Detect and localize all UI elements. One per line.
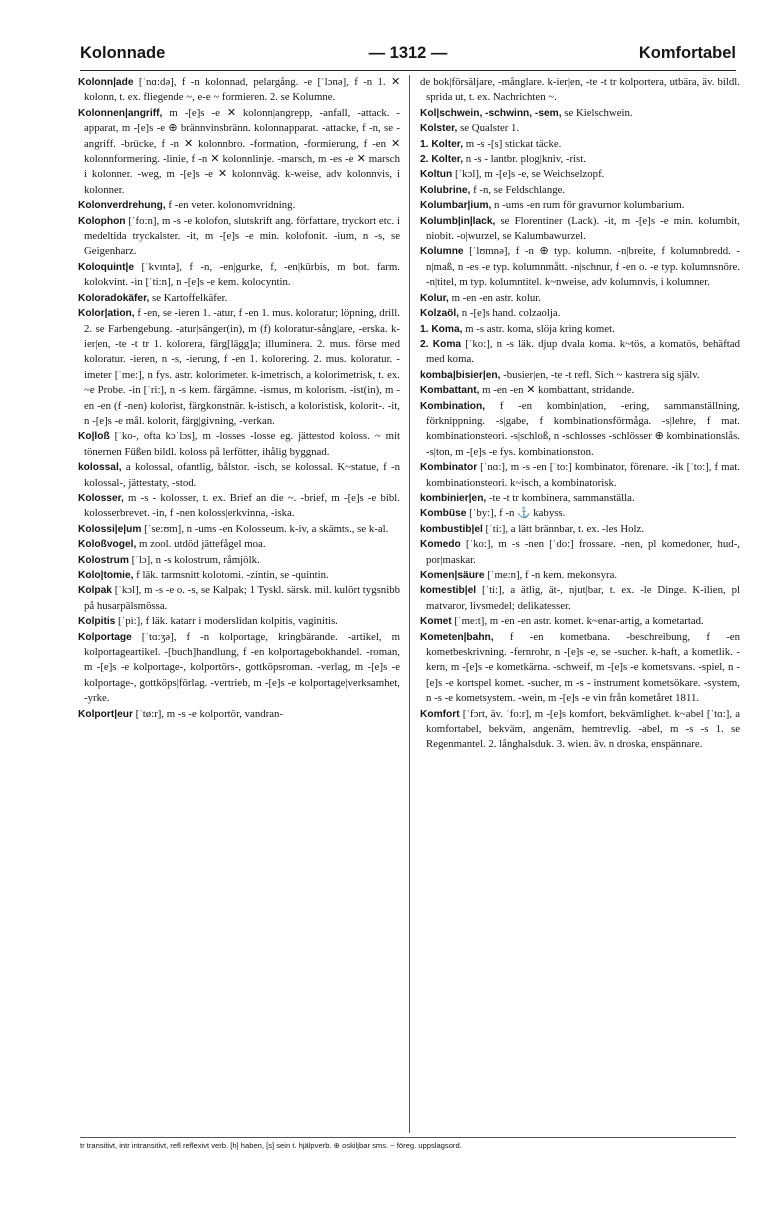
entry-definition: se Florentiner (Lack). -it, m -[e]s -e min. kolumbit, niobit. -o|wurzel, se Kalumbawurzel. [426, 214, 740, 243]
entry-headword: Kolonnen|angriff, [78, 107, 163, 119]
entry-headword: Kolportage [78, 631, 132, 643]
dictionary-entry [78, 568, 400, 583]
dictionary-entry [420, 506, 740, 521]
dictionary-entry [420, 460, 740, 491]
entry-definition: [ˈti:], a ätlig, ät-, njut|bar, t. ex. -le Dinge. K-ilien, pl matvaror, livsmedel; delikatesser. [426, 584, 740, 612]
dictionary-entry [420, 399, 740, 461]
entry-headword: kombustib|el [420, 523, 483, 535]
entry-headword: kolossal, [78, 462, 122, 474]
dictionary-entry [420, 630, 740, 707]
entry-definition: n -s - lantbr. plog|kniv, -rist. [463, 153, 586, 166]
dictionary-entry [420, 214, 740, 245]
dictionary-entry [420, 322, 740, 337]
entry-definition: [ˈkvɪntə], f -n, -en|gurke, f, -en|kürbis, m bot. farm. kolokvint. -in [ˈti:n], n -[e]s -e kem. kolocyntin. [84, 260, 400, 289]
dictionary-entry [420, 137, 740, 152]
dictionary-entry [420, 707, 740, 753]
dictionary-entry [78, 306, 400, 429]
entry-definition: [ˈkɔl], m -[e]s -e, se Weichselzopf. [452, 168, 605, 181]
entry-definition: n -ums -en rum för gravurnor kolumbarium. [491, 199, 685, 212]
entry-headword: Kolumb|in|lack, [420, 215, 496, 227]
entry-headword: Kolzaöl, [420, 308, 460, 320]
dictionary-entry [420, 368, 740, 383]
entry-definition: se Kartoffelkäfer. [149, 291, 228, 304]
entry-definition: [ˈby:], f -n ⚓ kabyss. [466, 507, 566, 520]
abbreviation-footnote: tr transitivt, intr intransitivt, refl reflexivt verb. [h] haben, [s] sein t. hjälpverb. ⊕ oskiljbar sms. ~ föreg. uppslagsord. [80, 1141, 462, 1150]
dictionary-entry [78, 537, 400, 552]
dictionary-entry [78, 106, 400, 198]
dictionary-entry [78, 214, 400, 260]
entry-headword: Kometen|bahn, [420, 631, 494, 643]
entry-headword: Komen|säure [420, 570, 485, 581]
entry-definition: f -en kometbana. -beschreibung, f -en kometbeskrivning. -fernrohr, n -[e]s -e, se -sucher. k-haft, a kometlik. -kern, m -[e]s -e kometkärna. -schweif, m -[e]s -e kometsvans. -spiel, n -[e]s -e kortspel komet. -sucher, m -s - instrument kometsökare. -system, n -s -e kometsystem. -wein, m -[e]s -e vin från kometåret 1811. [426, 630, 740, 705]
dictionary-entry [78, 260, 400, 291]
entry-definition: de bok|försäljare, -månglare. k-ier|en, -te -t tr kolportera, utbära, äv. bildl. sprida ut, t. ex. Nachrichten ~. [420, 76, 740, 104]
entry-headword: Komet [420, 616, 452, 628]
header-rule [80, 70, 736, 71]
entry-definition: -te -t tr kombinera, sammanställa. [486, 491, 635, 504]
entry-headword: Kolossi|e|um [78, 523, 142, 535]
entry-definition: m -en -en astr. kolur. [448, 291, 541, 304]
dictionary-entry [420, 522, 740, 537]
entry-headword: Kombinator [420, 462, 478, 474]
entry-definition: [ˈlʊmnə], f -n ⊕ typ. kolumn. -n|breite, f kolumnbredd. -n|maß, n -es -e typ. kolumnmått. -n|schnur, f -en o. -e typ. kolumnsnöre. -n|titel, m typ. kolumntitel. k~nweise, adv kolumnvis, i kolumner. [426, 245, 740, 289]
entry-definition: m -s - kolosser, t. ex. Brief an die ~. -brief, m -[e]s -e bibl. kolosserbrevet. -in, f -nen koloss|erkvinna, -iska. [84, 491, 400, 520]
dictionary-entry [78, 614, 400, 629]
entry-definition: [ˈpi:], f läk. katarr i moderslidan kolpitis, vaginitis. [115, 615, 338, 628]
entry-headword: Kolonn|ade [78, 77, 134, 88]
dictionary-entry [78, 630, 400, 707]
entry-headword: Ko|loß [78, 431, 110, 443]
entry-definition: [ˈme:n], f -n kem. mekonsyra. [484, 569, 618, 581]
right-column [420, 75, 740, 1133]
entry-definition: [ˈko:], n -s läk. djup dvala koma. k~tös, a komatös, behäftad med koma. [426, 337, 740, 366]
entry-headword: Komfort [420, 708, 460, 720]
entry-definition: [ˈse:ʊm], n -ums -en Kolosseum. k-iv, a skämts., se k-al. [141, 522, 389, 535]
dictionary-entry [420, 583, 740, 614]
dictionary-entry [78, 198, 400, 213]
dictionary-entry [420, 568, 740, 583]
dictionary-entry [420, 383, 740, 398]
dictionary-entry [420, 198, 740, 213]
entry-headword: Koloßvogel, [78, 539, 137, 551]
entry-headword: Kolostrum [78, 554, 129, 566]
entry-headword: Kolumbar|ium, [420, 200, 492, 212]
entry-definition: a kolossal, ofantlig, bålstor. -isch, se kolossal. K~statue, f -n kolossal-, jättestaty, -stod. [84, 461, 400, 489]
entry-definition: m -en -en ✕ kombattant, stridande. [479, 384, 635, 397]
dictionary-entry [78, 460, 400, 491]
dictionary-entry [78, 491, 400, 522]
entry-headword: Kolport|eur [78, 708, 133, 720]
dictionary-entry [420, 291, 740, 306]
entry-headword: Kolubrine, [420, 184, 471, 196]
entry-definition: m zool. utdöd jättefågel moa. [136, 538, 266, 551]
entry-headword: Kolosser, [78, 492, 124, 504]
entry-definition: m -[e]s -e ✕ kolonn|angrepp, -anfall, -attack. -apparat, m -[e]s -e ⊕ brännvinsbränn. kolonnapparat. -attacke, f -n, se -angriff. -brücke, f -n ✕ kolonnbro. -formation, -formierung, f -en ✕ kolonnformering. -linie, f -n ✕ kolonnlinje. -marsch, m -es -e ✕ marsch i kolonner. -weg, m -[e]s -e ✕ kolonnväg. k-weise, adv kolonnvis, i kolonner. [84, 106, 400, 196]
entry-headword: Koloradokäfer, [78, 292, 150, 304]
dictionary-entry [420, 167, 740, 182]
footnote-rule [80, 1137, 736, 1138]
entry-definition: m -s astr. koma, slöja kring komet. [462, 322, 615, 335]
dictionary-entry [420, 614, 740, 629]
dictionary-entry [78, 707, 400, 722]
entry-headword: Kolor|ation, [78, 308, 135, 320]
entry-headword: komba|bisier|en, [420, 369, 501, 381]
entry-headword: Kolpak [78, 585, 112, 597]
entry-headword: Koltun [420, 169, 453, 181]
dictionary-entry [78, 583, 400, 614]
entry-headword: kombinier|en, [420, 492, 487, 504]
dictionary-entry [420, 244, 740, 290]
entry-definition: [ˈti:], a lätt brännbar, t. ex. -les Holz. [482, 522, 645, 535]
entry-definition: se Qualster 1. [457, 122, 520, 135]
entry-headword: Kolster, [420, 123, 458, 135]
page-number: — 1312 — [368, 44, 448, 62]
entry-definition: f -en veter. kolonomvridning. [165, 199, 296, 212]
dictionary-entry [420, 75, 740, 106]
dictionary-entry [78, 522, 400, 537]
dictionary-entry [420, 106, 740, 121]
dictionary-entry [420, 491, 740, 506]
dictionary-entry [78, 429, 400, 460]
entry-definition: [ˈfɔrt, äv. ˈfo:r], m -[e]s komfort, bekvämlighet. k~abel [ˈtɑ:], a komfortabel, bekväm, angenäm, hemtrevlig. -abel, m -s -s 1. se Regenmantel. 2. långhalsduk. 3. wien. äv. n droska, enspännare. [426, 707, 740, 751]
header-first-word: Kolonnade [80, 44, 166, 62]
left-column [78, 75, 400, 1133]
entry-definition: [ˈko-, ofta kɔˈlɔs], m -losses -losse eg. jättestod koloss. ~ mit tönernen Füßen bildl. koloss på lerfötter, ihålig byggnad. [84, 430, 400, 458]
entry-headword: Kolonverdrehung, [78, 200, 166, 212]
dictionary-entry [420, 183, 740, 198]
page-header [80, 44, 736, 68]
entry-headword: Kolo|tomie, [78, 570, 134, 581]
entry-definition: se Kielschwein. [561, 106, 633, 119]
dictionary-entry [420, 121, 740, 136]
dictionary-entry [420, 152, 740, 167]
entry-headword: Kol|schwein, -schwinn, -sem, [420, 107, 562, 119]
entry-definition: -busier|en, -te -t refl. Sich ~ kastrera sig själv. [500, 368, 700, 381]
entry-headword: Kolpitis [78, 616, 116, 628]
dictionary-entry [78, 75, 400, 106]
entry-headword: 1. Koma, [420, 323, 463, 335]
entry-definition: m -s -[s] stickat täcke. [463, 137, 562, 150]
entry-definition: f läk. tarmsnitt kolotomi. -zintin, se -quintin. [133, 569, 329, 581]
entry-headword: Kombüse [420, 508, 467, 520]
dictionary-entry [420, 306, 740, 321]
entry-definition: [ˈkɔl], m -s -e o. -s, se Kalpak; 1 Tyskl. särsk. mil. kulört tygsnibb på husarpälsmössa. [84, 584, 400, 612]
entry-headword: komestib|el [420, 585, 477, 597]
entry-definition: f -n, se Feldschlange. [470, 183, 566, 196]
entry-definition: f -en kombin|ation, -ering, sammanställning, förknippning. -s|gabe, f kombinationsförmåga. -s|lehre, f mat. kombinationsteori. -s|schloß, n -schlosses -schlösser ⊕ kombinationslås. -s|ton, m -[e]s -e fys. kombinationston. [426, 399, 740, 458]
entry-headword: 2. Koma [420, 338, 462, 350]
entry-headword: Koloquint|e [78, 261, 135, 273]
entry-definition: n -[e]s hand. colzaolja. [459, 307, 561, 320]
entry-headword: Kolur, [420, 292, 449, 304]
entry-headword: Kombattant, [420, 385, 480, 397]
entry-definition: [ˈfo:n], m -s -e kolofon, slutskrift ang. författare, tryckort etc. i medeltida tryckalster. -it, m -[e]s -e min. kolofonit. -ium, n -s, se Geigenharz. [84, 214, 400, 258]
entry-headword: Kombination, [420, 400, 486, 412]
entry-definition: [ˈtɑ:ʒə], f -n kolportage, kringbärande. -artikel, m kolportageartikel. -[buch]handlung, f -en kolportagebokhandel. -roman, m -[e]s -e kolportage-, kolportörs-, gottköpsroman. -verlag, m -[e]s -e kolportage-, gottköps|förlag. -vertrieb, m -[e]s -e kolportage|verksamhet, -yrke. [84, 630, 400, 705]
entry-definition: [ˈnɑ:], m -s -en [ˈto:] kombinator, förenare. -ik [ˈto:], f mat. kombinationsteori. k~isch, a kombinatorisk. [426, 461, 740, 489]
entry-definition: [ˈlɔ], n -s kolostrum, råmjölk. [128, 553, 260, 566]
entry-definition: [ˈtø:r], m -s -e kolportör, vandran- [132, 707, 283, 720]
column-divider [409, 75, 410, 1133]
dictionary-entry [78, 553, 400, 568]
entry-definition: f -en, se -ieren 1. -atur, f -en 1. mus. koloratur; löpning, drill. 2. se Farbengebung. -atur|sänger(in), m (f) koloratur-sång|are, -erska. k-ier|en, -te -t tr 1. kolorera, färg[lägg]a; illuminera. 2. mus. förse med koloratur. -ieren, n -s, -ierung, f -en 1. kolorering. 2. mus. koloratur. -imeter [ˈme:], n fys. astr. kolorimeter. k-imetrisch, a kolorimetrisk, t. ex. ~e Probe. -in [ˈri:], n -s kem. färgämne. -ismus, m kolorism. -ist(in), m -en -en (f -nen) kolorist, färgkonstnär. k-istisch, a koloristisk, kolorit-. -it, n -[e]s -e mål. kolorit, färg|givning, -verkan. [84, 307, 400, 427]
entry-headword: 2. Kolter, [420, 154, 464, 166]
entry-headword: Kolumne [420, 246, 464, 258]
entry-headword: 1. Kolter, [420, 138, 464, 150]
entry-headword: Komedo [420, 539, 461, 551]
entry-definition: [ˈnɑ:də], f -n kolonnad, pelargång. -e [ˈlɔnə], f -n 1. ✕ kolonn, t. ex. fliegende ~, e-e ~ formieren. 2. se Kolumne. [84, 76, 400, 104]
entry-headword: Kolophon [78, 215, 126, 227]
dictionary-entry [420, 537, 740, 568]
entry-definition: [ˈme:t], m -en -en astr. komet. k~enar-artig, a kometartad. [451, 615, 704, 628]
dictionary-entry [78, 291, 400, 306]
header-last-word: Komfortabel [638, 44, 736, 62]
dictionary-entry [420, 337, 740, 368]
entry-definition: [ˈko:], m -s -nen [ˈdo:] frossare. -nen, pl komedoner, hud-, por|maskar. [426, 538, 740, 566]
